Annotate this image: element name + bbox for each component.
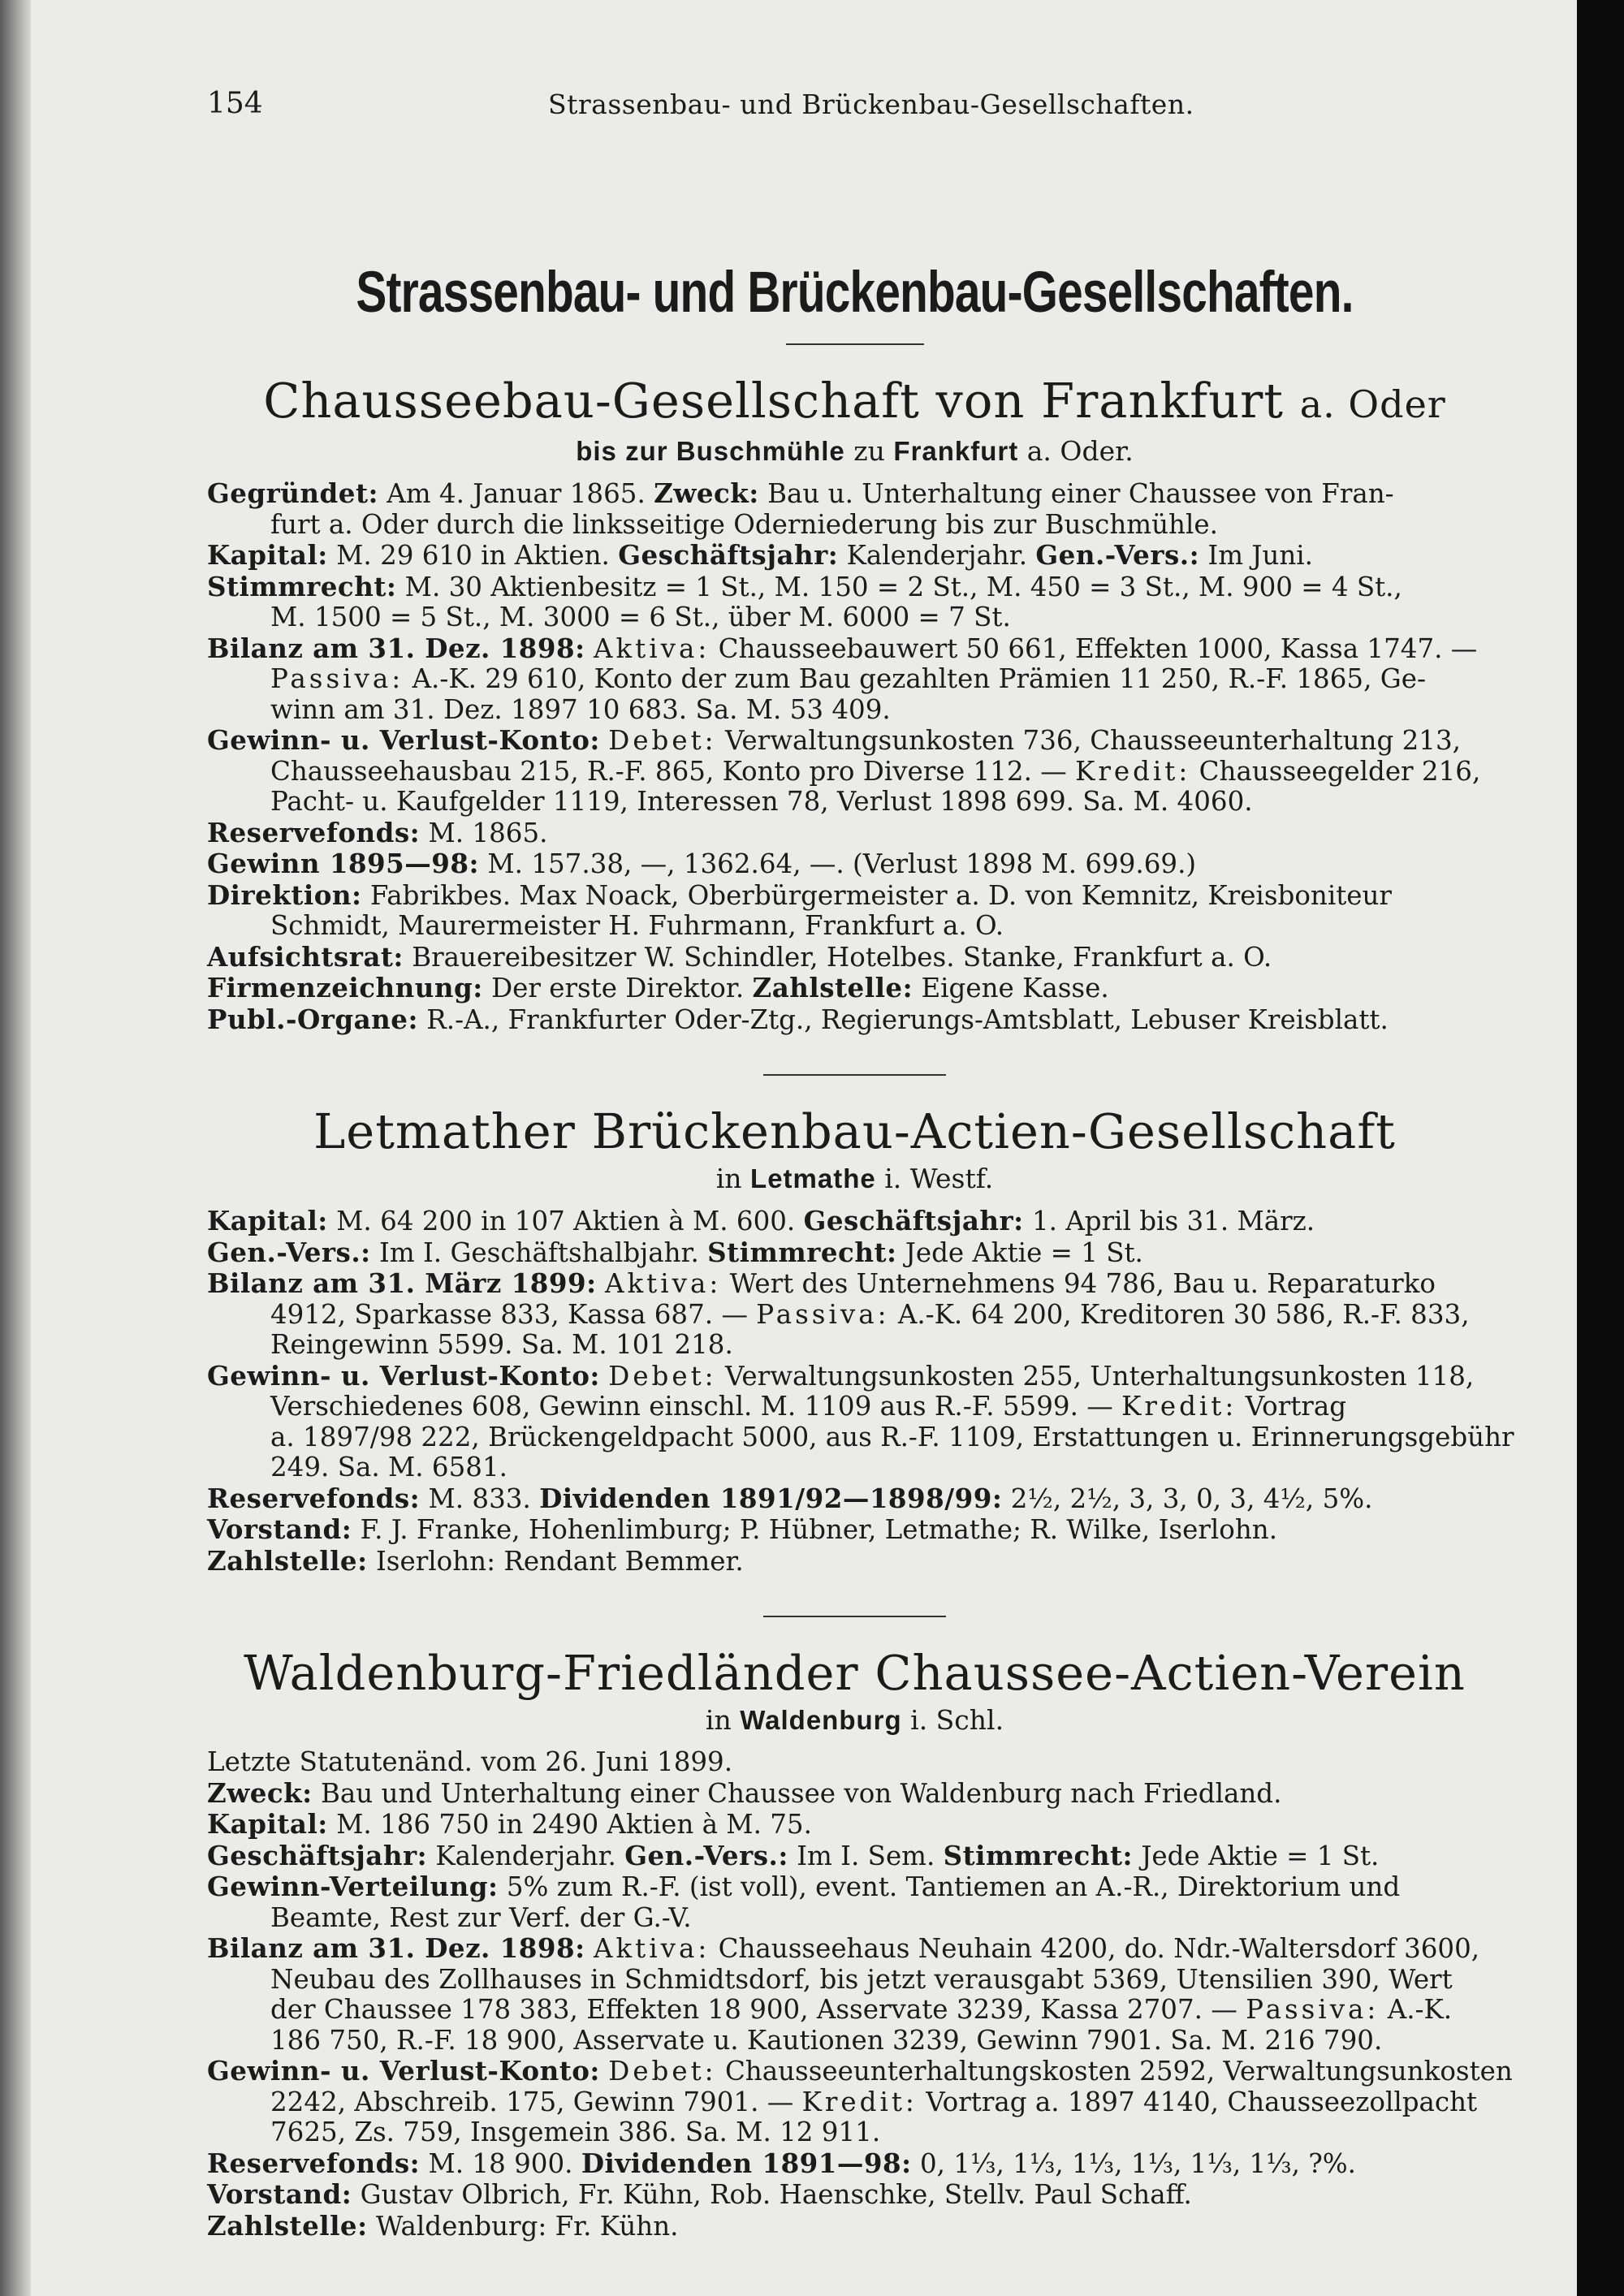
- field-label: Kapital:: [207, 1808, 328, 1840]
- field-value: Neubau des Zollhauses in Schmidtsdorf, bis jetzt verausgabt 5369, Utensilien 390, Wert: [270, 1963, 1453, 1995]
- entry-line: [207, 1747, 1502, 1778]
- field-value: Im I. Geschäftshalbjahr.: [370, 1236, 708, 1268]
- field-label: Reservefonds:: [207, 816, 421, 848]
- field-label: Stimmrecht:: [707, 1236, 897, 1268]
- account-label: Kredit:: [801, 2086, 918, 2117]
- field-value: Kalenderjahr.: [427, 1840, 625, 1871]
- entry-line: [207, 633, 1502, 665]
- account-label: Passiva:: [1246, 1994, 1380, 2025]
- entry-line: [207, 1514, 1502, 1546]
- field-value: Iserlohn: Rendant Bemmer.: [367, 1545, 744, 1577]
- account-label: Debet:: [608, 725, 717, 756]
- entry-line: [207, 2055, 1513, 2087]
- field-value: 5% zum R.-F. (ist voll), event. Tantiemen an A.-R., Direktorium und: [498, 1871, 1401, 1902]
- company-title: [207, 373, 1502, 433]
- field-value: Chausseebauwert 50 661, Effekten 1000, Kassa 1747. —: [710, 632, 1478, 664]
- company-location: [207, 433, 1502, 470]
- entry-line: [207, 1483, 1502, 1515]
- entry-line: [207, 725, 1502, 757]
- account-label: Aktiva:: [593, 632, 710, 664]
- location-text: i. Schl.: [901, 1704, 1004, 1736]
- field-value: der Chaussee 178 383, Effekten 18 900, Asservate 3239, Kassa 2707. —: [270, 1994, 1246, 2025]
- entry-line: [207, 510, 1502, 541]
- company-list: [207, 373, 1514, 2242]
- field-label: Bilanz am 31. Dez. 1898:: [207, 632, 585, 664]
- field-value: M. 833.: [420, 1482, 540, 1514]
- account-label: Passiva:: [756, 1298, 890, 1330]
- field-value: Im I. Sem.: [788, 1840, 944, 1871]
- field-label: Dividenden 1891/92—1898/99:: [539, 1482, 1003, 1514]
- entry-line: [207, 1546, 1502, 1577]
- field-value: A.-K. 29 610, Konto der zum Bau gezahlten Prämien 11 250, R.-F. 1865, Ge-: [404, 663, 1426, 694]
- entry-line: [207, 1392, 1502, 1422]
- account-label: Kredit:: [1075, 755, 1191, 787]
- entry-line: [207, 818, 1502, 849]
- field-label: Publ.-Organe:: [207, 1003, 418, 1035]
- location-name: Letmathe: [750, 1163, 876, 1193]
- entry-line: [207, 880, 1502, 912]
- entry-line: [207, 540, 1502, 572]
- field-value: M. 64 200 in 107 Aktien à M. 600.: [327, 1206, 804, 1236]
- field-value: M. 157.38, —, 1362.64, —. (Verlust 1898 M. 699.69.): [479, 848, 1197, 879]
- entry-line: [207, 1268, 1502, 1300]
- entry-line: [207, 1330, 1502, 1361]
- page-number: 154: [207, 87, 263, 120]
- entry-line: [207, 1995, 1502, 2026]
- field-label: Zweck:: [654, 477, 759, 509]
- company-entry: [207, 478, 1502, 1035]
- field-value: Brauereibesitzer W. Schindler, Hotelbes. Stanke, Frankfurt a. O.: [403, 941, 1272, 973]
- field-label: Gewinn- u. Verlust-Konto:: [207, 1359, 600, 1392]
- field-value: [600, 725, 608, 756]
- company-location: [207, 1702, 1502, 1739]
- field-value: Beamte, Rest zur Verf. der G.-V.: [270, 1901, 692, 1933]
- field-label: Bilanz am 31. März 1899:: [207, 1267, 597, 1299]
- account-label: Aktiva:: [593, 1933, 710, 1964]
- entry-line: [207, 2211, 1502, 2242]
- field-value: M. 29 610 in Aktien.: [327, 540, 619, 571]
- field-value: R.-A., Frankfurter Oder-Ztg., Regierungs-Amtsblatt, Lebuser Kreisblatt.: [417, 1003, 1389, 1035]
- field-label: Zweck:: [207, 1776, 313, 1809]
- field-value: Letzte Statutenänd. vom 26. Juni 1899.: [207, 1746, 733, 1777]
- scan-border-right: [1577, 0, 1624, 2296]
- entry-line: [207, 1871, 1502, 1903]
- entry-line: [207, 848, 1502, 880]
- field-label: Reservefonds:: [207, 1482, 421, 1514]
- field-label: Bilanz am 31. Dez. 1898:: [207, 1932, 585, 1964]
- field-value: Reingewinn 5599. Sa. M. 101 218.: [270, 1329, 733, 1360]
- field-value: M. 186 750 in 2490 Aktien à M. 75.: [327, 1809, 812, 1840]
- field-value: [600, 2056, 608, 2087]
- field-value: Jede Aktie = 1 St.: [1133, 1840, 1380, 1871]
- company-entry: [207, 1746, 1513, 2242]
- field-value: a. 1897/98 222, Brückengeldpacht 5000, aus R.-F. 1109, Erstattungen u. Erinnerungsgebühr: [270, 1421, 1514, 1452]
- field-value: 0, 1⅓, 1⅓, 1⅓, 1⅓, 1⅓, 1⅓, ?%.: [911, 2147, 1356, 2179]
- company-title: [207, 1103, 1502, 1160]
- entry-line: [207, 1933, 1502, 1965]
- scan-shadow-left: [0, 0, 31, 2296]
- entry-line: [207, 787, 1502, 818]
- field-value: M. 18 900.: [420, 2147, 581, 2179]
- entry-line: [207, 2026, 1502, 2056]
- field-label: Direktion:: [207, 878, 362, 911]
- field-label: Gen.-Vers.:: [624, 1839, 788, 1871]
- entry-line: [207, 1778, 1502, 1810]
- field-label: Kapital:: [207, 1205, 328, 1236]
- field-label: Gen.-Vers.:: [207, 1236, 371, 1268]
- field-label: Zahlstelle:: [207, 1544, 368, 1577]
- location-text: in: [705, 1704, 741, 1736]
- field-value: Gustav Olbrich, Fr. Kühn, Rob. Haenschke, Stellv. Paul Schaff.: [352, 2179, 1192, 2210]
- entry-line: [207, 1809, 1502, 1841]
- page: [207, 77, 1514, 2242]
- field-label: Geschäftsjahr:: [618, 539, 839, 571]
- field-value: Fabrikbes. Max Noack, Oberbürgermeister a. D. von Kemnitz, Kreisboniteur: [361, 879, 1392, 911]
- field-label: Aufsichtsrat:: [207, 940, 404, 973]
- field-value: 186 750, R.-F. 18 900, Asservate u. Kautionen 3239, Gewinn 7901. Sa. M. 216 790.: [270, 2024, 1383, 2056]
- company-location: [207, 1160, 1502, 1198]
- field-label: Gewinn- u. Verlust-Konto:: [207, 2055, 600, 2087]
- field-value: Vortrag a. 1897 4140, Chausseezollpacht: [917, 2086, 1478, 2117]
- field-value: Kalenderjahr.: [838, 540, 1036, 571]
- field-value: A.-K. 64 200, Kreditoren 30 586, R.-F. 833,: [889, 1298, 1470, 1330]
- field-value: M. 1865.: [420, 817, 548, 848]
- entry-line: [207, 1206, 1502, 1237]
- location-text: i. Westf.: [875, 1163, 994, 1194]
- field-value: 2242, Abschreib. 175, Gewinn 7901. —: [270, 2086, 802, 2117]
- field-label: Vorstand:: [207, 1513, 352, 1545]
- field-value: 7625, Zs. 759, Insgemein 386. Sa. M. 12 911.: [270, 2117, 881, 2147]
- field-value: Chausseehaus Neuhain 4200, do. Ndr.-Waltersdorf 3600,: [710, 1933, 1480, 1964]
- divider: [786, 343, 924, 345]
- running-title: Strassenbau- und Brückenbau-Gesellschaften.: [548, 88, 1194, 120]
- company-title-main: Waldenburg-Friedländer Chaussee-Actien-Verein: [244, 1645, 1466, 1701]
- field-value: Der erste Direktor.: [482, 973, 753, 1003]
- field-label: Zahlstelle:: [207, 2209, 368, 2242]
- company-title-suffix: a. Oder: [1299, 382, 1446, 426]
- field-value: Eigene Kasse.: [913, 973, 1109, 1003]
- field-label: Gewinn- u. Verlust-Konto:: [207, 724, 600, 756]
- entry-line: [207, 1452, 1502, 1483]
- field-label: Dividenden 1891—98:: [581, 2147, 912, 2179]
- field-value: Jede Aktie = 1 St.: [896, 1236, 1143, 1268]
- field-value: Waldenburg: Fr. Kühn.: [367, 2210, 679, 2242]
- entry-line: [207, 1237, 1502, 1269]
- field-value: Am 4. Januar 1865.: [378, 478, 654, 509]
- field-value: Vortrag: [1237, 1391, 1347, 1422]
- account-label: Aktiva:: [604, 1268, 722, 1299]
- entry-line: [207, 602, 1502, 633]
- entry-line: [207, 757, 1502, 788]
- account-label: Debet:: [608, 1360, 717, 1392]
- entry-line: [207, 572, 1502, 603]
- field-label: Kapital:: [207, 539, 328, 571]
- field-label: Gewinn-Verteilung:: [207, 1871, 499, 1902]
- entry-line: [207, 1004, 1502, 1036]
- field-value: Wert des Unternehmens 94 786, Bau u. Reparaturko: [721, 1268, 1436, 1299]
- entry-line: [207, 2148, 1502, 2180]
- entry-line: [207, 2087, 1502, 2118]
- entry-line: [207, 478, 1502, 510]
- entry-line: [207, 942, 1502, 973]
- entry-line: [207, 2179, 1502, 2211]
- field-label: Vorstand:: [207, 2178, 352, 2210]
- entry-line: [207, 1965, 1502, 1996]
- field-label: Reservefonds:: [207, 2147, 421, 2179]
- field-value: 249. Sa. M. 6581.: [270, 1452, 508, 1482]
- entry-line: [207, 1300, 1502, 1331]
- field-value: M. 1500 = 5 St., M. 3000 = 6 St., über M. 6000 = 7 St.: [270, 602, 1011, 632]
- location-name: Frankfurt: [893, 436, 1019, 466]
- field-value: Chausseeunterhaltungskosten 2592, Verwaltungsunkosten: [716, 2056, 1513, 2087]
- field-label: Zahlstelle:: [752, 972, 914, 1003]
- field-value: Pacht- u. Kaufgelder 1119, Interessen 78, Verlust 1898 699. Sa. M. 4060.: [270, 786, 1253, 817]
- field-value: M. 30 Aktienbesitz = 1 St., M. 150 = 2 St., M. 450 = 3 St., M. 900 = 4 St.,: [396, 571, 1402, 602]
- field-value: Chausseegelder 216,: [1190, 755, 1481, 787]
- location-text: a. Oder.: [1018, 435, 1134, 467]
- running-head: [207, 77, 1502, 126]
- field-value: F. J. Franke, Hohenlimburg; P. Hübner, Letmathe; R. Wilke, Iserlohn.: [352, 1514, 1278, 1545]
- account-label: Passiva:: [270, 663, 404, 694]
- company-title-main: Chausseebau-Gesellschaft von Frankfurt: [263, 373, 1284, 429]
- field-label: Geschäftsjahr:: [803, 1205, 1024, 1236]
- location-text: in: [715, 1163, 751, 1194]
- field-value: [585, 1933, 594, 1964]
- field-value: Chausseehausbau 215, R.-F. 865, Konto pro Diverse 112. —: [270, 755, 1076, 787]
- field-value: Verschiedenes 608, Gewinn einschl. M. 1109 aus R.-F. 5599. —: [270, 1391, 1122, 1422]
- field-value: winn am 31. Dez. 1897 10 683. Sa. M. 53 409.: [270, 693, 891, 725]
- field-value: Bau und Unterhaltung einer Chaussee von Waldenburg nach Friedland.: [312, 1777, 1282, 1809]
- divider: [763, 1616, 946, 1617]
- field-label: Gegründet:: [207, 477, 378, 509]
- field-value: [585, 633, 594, 664]
- entry-line: [207, 1421, 1514, 1453]
- entry-line: [207, 664, 1502, 695]
- entry-line: [207, 911, 1502, 942]
- field-value: [597, 1268, 605, 1299]
- field-value: furt a. Oder durch die linksseitige Oderniederung bis zur Buschmühle.: [270, 508, 1218, 540]
- account-label: Kredit:: [1121, 1391, 1237, 1422]
- field-label: Geschäftsjahr:: [207, 1839, 428, 1871]
- location-text: zu: [844, 435, 894, 467]
- location-name: bis zur Buschmühle: [576, 436, 845, 466]
- entry-line: [207, 1841, 1502, 1872]
- account-label: Debet:: [608, 2056, 717, 2087]
- field-value: Im Juni.: [1199, 540, 1314, 571]
- field-label: Stimmrecht:: [943, 1839, 1133, 1871]
- entry-line: [207, 973, 1502, 1004]
- company-title-main: Letmather Brückenbau-Actien-Gesellschaft: [313, 1103, 1396, 1159]
- field-value: [600, 1361, 608, 1392]
- field-label: Gewinn 1895—98:: [207, 848, 480, 879]
- divider: [763, 1074, 946, 1076]
- field-label: Firmenzeichnung:: [207, 972, 483, 1003]
- field-value: 2½, 2½, 3, 3, 0, 3, 4½, 5%.: [1002, 1482, 1373, 1514]
- field-label: Gen.-Vers.:: [1035, 539, 1200, 571]
- entry-line: [207, 2117, 1502, 2148]
- field-value: 4912, Sparkasse 833, Kassa 687. —: [270, 1298, 757, 1330]
- field-value: Bau u. Unterhaltung einer Chaussee von Fran-: [758, 478, 1394, 509]
- entry-line: [207, 1903, 1502, 1934]
- entry-line: [207, 1361, 1502, 1392]
- section-title: Strassenbau- und Brückenbau-Gesellschaften.: [356, 261, 1354, 325]
- field-value: Verwaltungsunkosten 736, Chausseeunterhaltung 213,: [716, 725, 1461, 756]
- company-title: [207, 1645, 1502, 1702]
- company-entry: [207, 1205, 1514, 1577]
- field-label: Stimmrecht:: [207, 570, 397, 602]
- field-value: 1. April bis 31. März.: [1023, 1206, 1315, 1236]
- location-name: Waldenburg: [740, 1705, 902, 1735]
- entry-line: [207, 695, 1502, 726]
- field-value: A.-K.: [1379, 1994, 1453, 2025]
- field-value: Schmidt, Maurermeister H. Fuhrmann, Frankfurt a. O.: [270, 910, 1004, 941]
- field-value: Verwaltungsunkosten 255, Unterhaltungsunkosten 118,: [716, 1360, 1475, 1392]
